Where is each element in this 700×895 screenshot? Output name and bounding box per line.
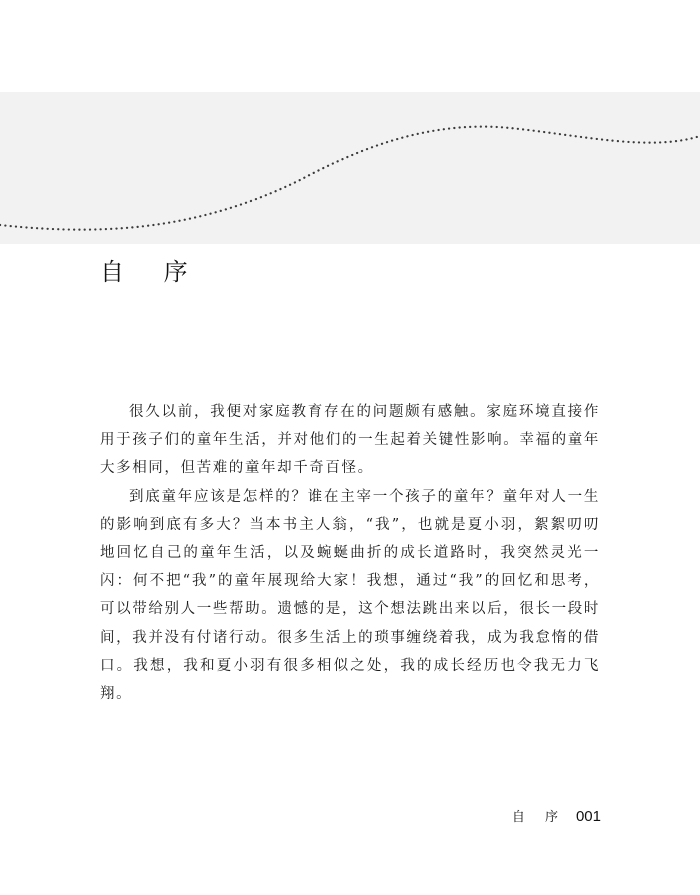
paragraph: 到底童年应该是怎样的？谁在主宰一个孩子的童年？童年对人一生的影响到底有多大？当本书主人翁，“我”，也就是夏小羽，絮絮叨叨地回忆自己的童年生活，以及蜿蜒曲折的成长道路时，我突然灵光一闪：何不把“我”的童年展现给大家！我想，通过“我”的回忆和思考，可以带给别人一些帮助。遗憾的是，这个想法跳出来以后，很长一段时间，我并没有付诸行动。很多生活上的琐事缠绕着我，成为我怠惰的借口。我想，我和夏小羽有很多相似之处，我的成长经历也令我无力飞翔。 (100, 488, 600, 703)
page-footer (512, 806, 601, 825)
chapter-title: 自 序 (100, 258, 204, 286)
paragraph: 很久以前，我便对家庭教育存在的问题颇有感触。家庭环境直接作用于孩子们的童年生活，并对他们的一生起着关键性影响。幸福的童年大多相同，但苦难的童年却千奇百怪。 (100, 404, 600, 477)
body-text (100, 398, 600, 708)
dotted-wave-decoration (0, 92, 700, 244)
page-number: 001 (575, 808, 601, 825)
running-footer-label: 自 序 (511, 810, 566, 825)
header-band (0, 92, 700, 244)
